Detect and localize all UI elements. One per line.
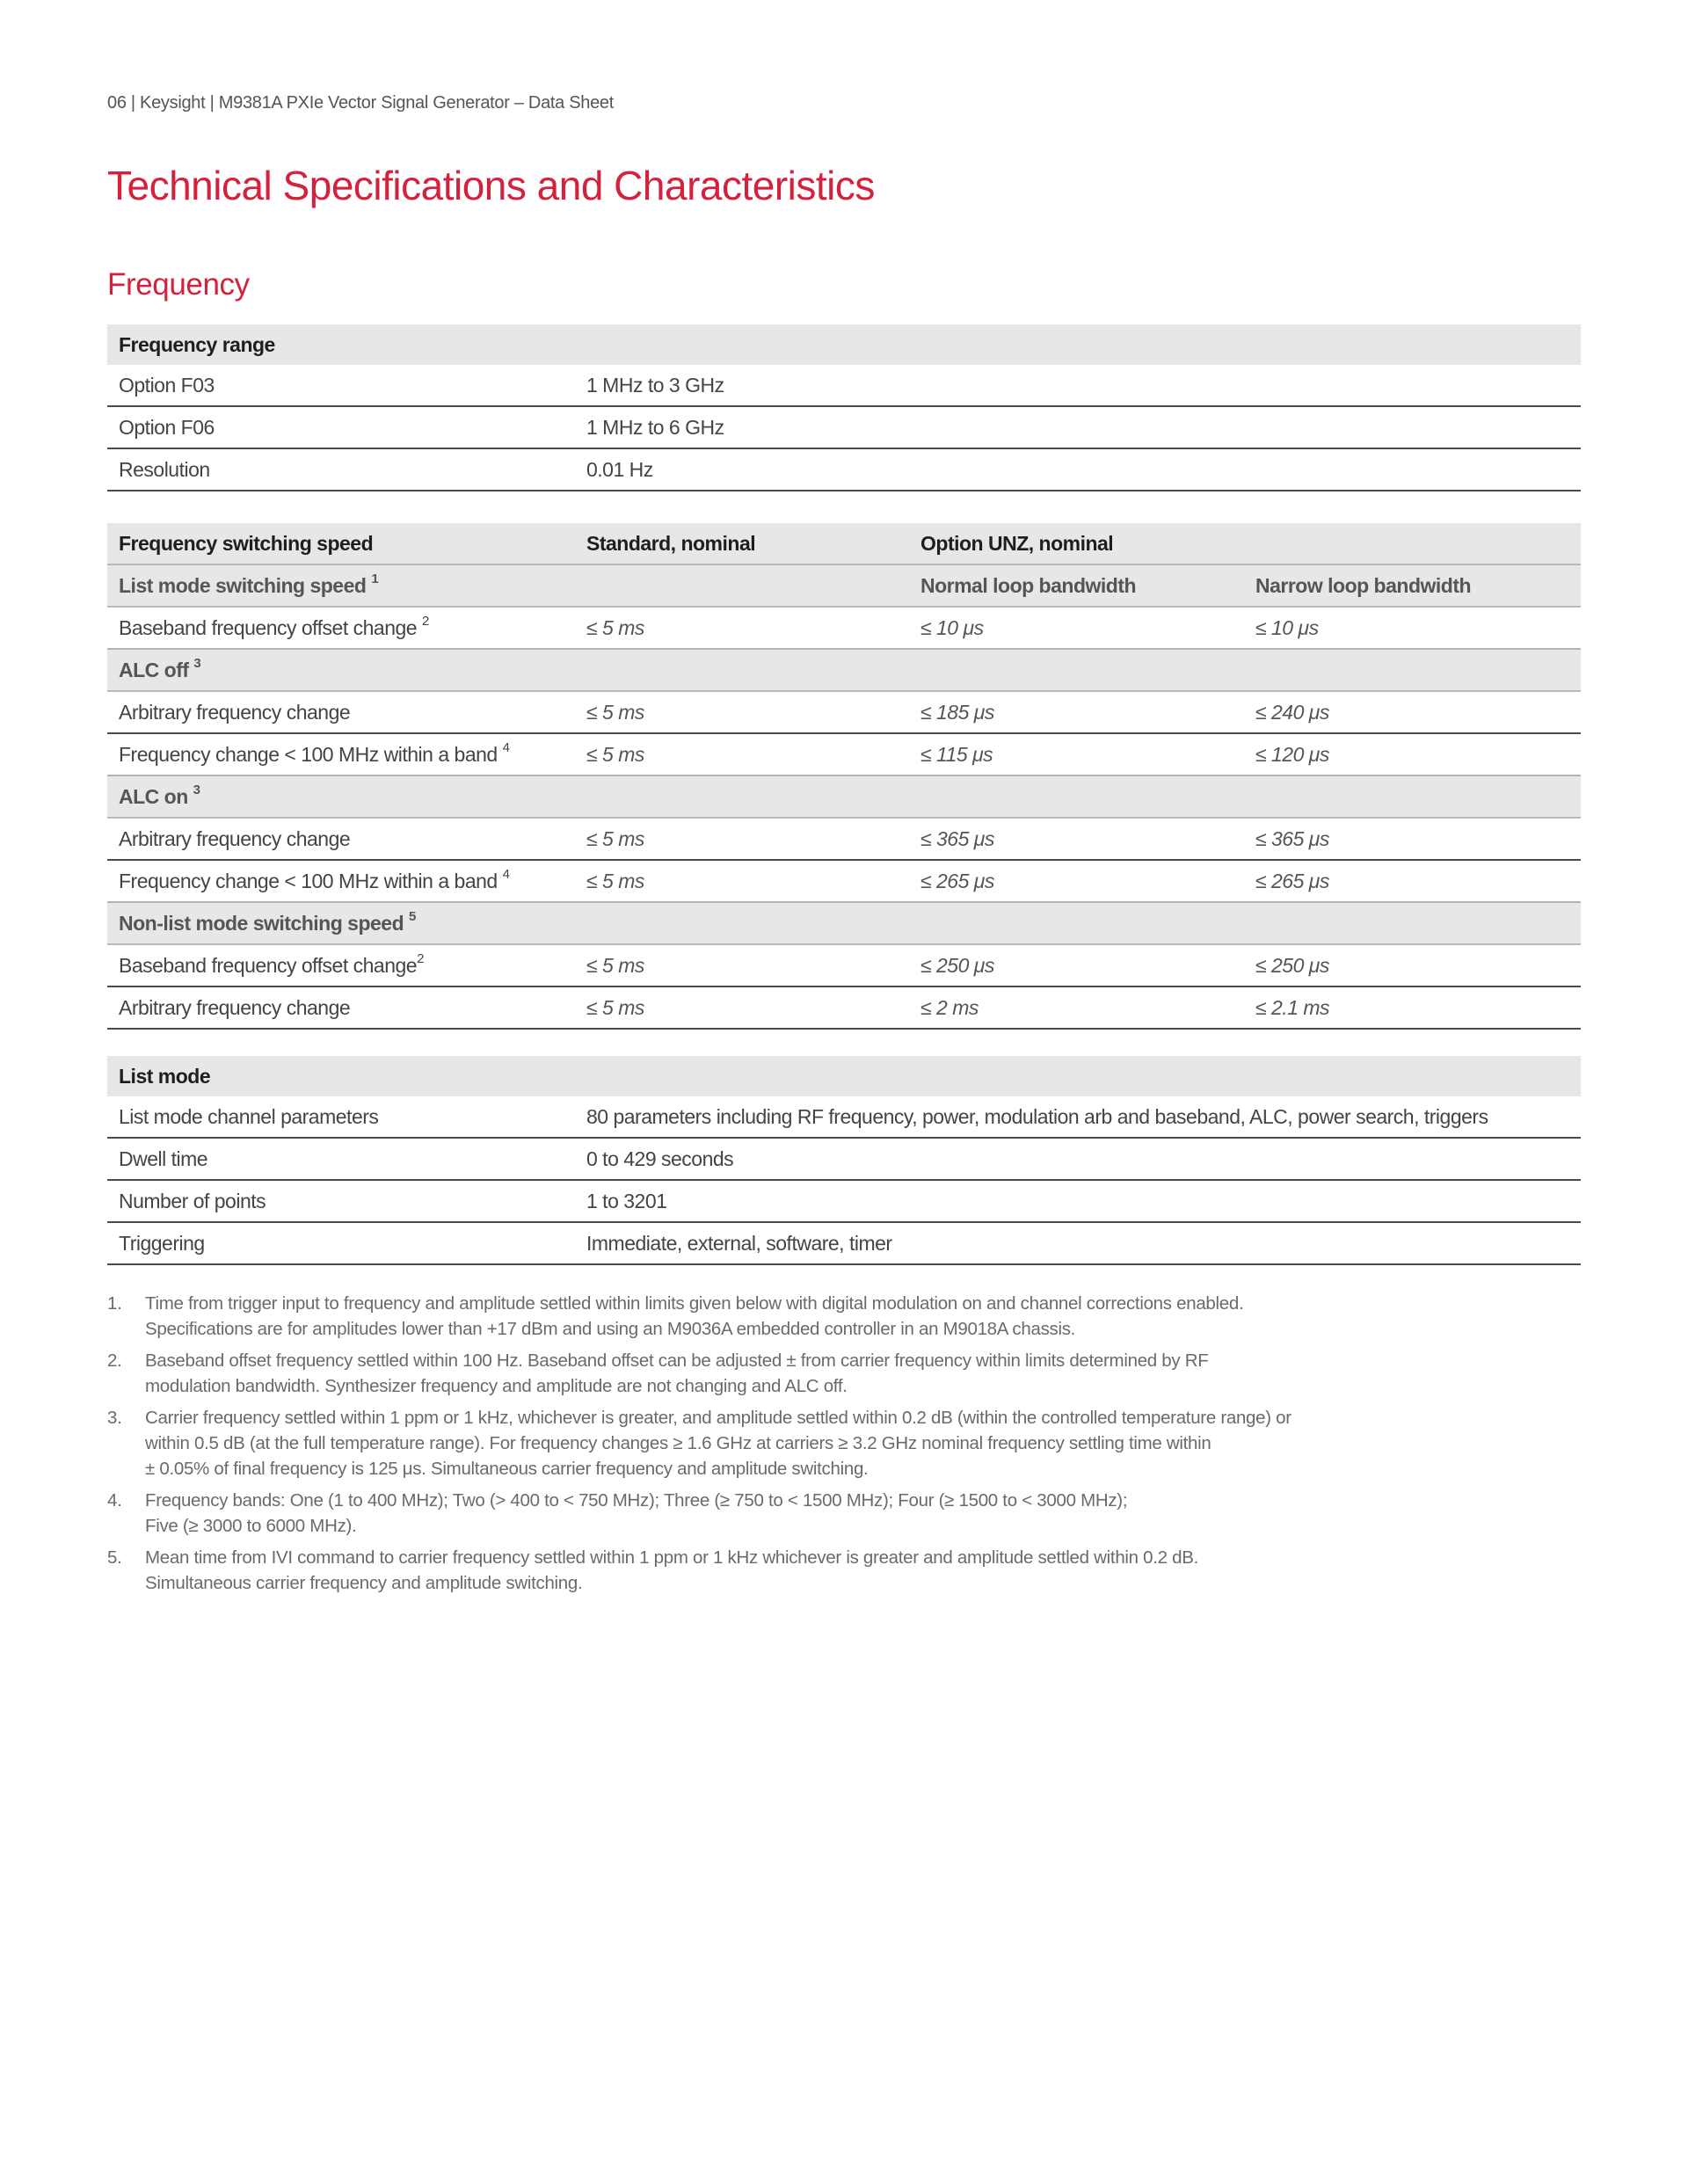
row-label: Number of points [107,1180,575,1222]
row-value: Immediate, external, software, timer [575,1222,1581,1264]
section-title-frequency: Frequency [107,267,250,302]
table-row [107,860,1581,902]
row-value: 0.01 Hz [575,448,1581,491]
footnote-item [107,1405,1581,1481]
table-row [107,1222,1581,1264]
table-row [107,691,1581,733]
normal-loop-value: ≤ 250 μs [909,944,1244,986]
table-row [107,986,1581,1029]
narrow-loop-value: ≤ 120 μs [1244,733,1581,775]
footnote-ref: 4 [502,739,510,755]
footnote-number: 1. [107,1293,122,1314]
footnote-text: Time from trigger input to frequency and amplitude settled within limits given below with digital modulation on and channel corrections enabled. [145,1293,1244,1314]
subheader-row [107,775,1581,818]
subheader-label: Non-list mode switching speed $^5$ [107,902,1581,944]
column-header: Option UNZ, nominal [909,523,1244,564]
column-header: Frequency switching speed [107,523,575,564]
frequency-range-table [107,324,1581,491]
footnote-number: 2. [107,1350,122,1371]
narrow-loop-value: ≤ 2.1 ms [1244,986,1581,1029]
footnote-ref: 3 [193,655,201,671]
footnote-ref: 2 [417,950,424,966]
narrow-loop-value: ≤ 265 μs [1244,860,1581,902]
table-row [107,365,1581,406]
table-header-row [107,1056,1581,1096]
table-row [107,1096,1581,1138]
footnote-text: ± 0.05% of final frequency is 125 μs. Simultaneous carrier frequency and amplitude switching. [145,1459,869,1479]
row-label: List mode channel parameters [107,1096,575,1138]
normal-loop-value: ≤ 2 ms [909,986,1244,1029]
row-label: Arbitrary frequency change [107,691,575,733]
row-label: Baseband frequency offset change $^2$ [107,607,575,649]
row-label: Frequency change < 100 MHz within a band $^4$ [107,733,575,775]
footnote-item [107,1348,1581,1399]
column-subheader: Normal loop bandwidth [909,564,1244,607]
standard-value: ≤ 5 ms [575,944,909,986]
row-label: Option F03 [107,365,575,406]
row-value: 1 MHz to 3 GHz [575,365,1581,406]
footnote-ref: 2 [421,613,429,629]
footnotes [107,1291,1581,1602]
subheader-row [107,649,1581,691]
footnote-text: modulation bandwidth. Synthesizer frequency and amplitude are not changing and ALC off. [145,1376,848,1396]
row-label: Arbitrary frequency change [107,818,575,860]
row-value: 80 parameters including RF frequency, power, modulation arb and baseband, ALC, power search, triggers [575,1096,1581,1138]
normal-loop-value: ≤ 265 μs [909,860,1244,902]
table-header-cell: Frequency range [107,324,1581,365]
footnote-number: 4. [107,1490,122,1511]
subheader-label: List mode switching speed $^1$ [107,564,575,607]
narrow-loop-value: ≤ 240 μs [1244,691,1581,733]
normal-loop-value: ≤ 115 μs [909,733,1244,775]
table-row [107,1138,1581,1180]
footnote-text: Specifications are for amplitudes lower than +17 dBm and using an M9036A embedded controller in an M9018A chassis. [145,1319,1076,1339]
table-row [107,406,1581,448]
column-subheader: Narrow loop bandwidth [1244,564,1581,607]
subheader-label: ALC on $^3$ [107,775,1581,818]
normal-loop-value: ≤ 10 μs [909,607,1244,649]
row-value: 0 to 429 seconds [575,1138,1581,1180]
standard-value: ≤ 5 ms [575,607,909,649]
table-header-row [107,523,1581,564]
table-row [107,818,1581,860]
footnote-item [107,1545,1581,1596]
standard-value: ≤ 5 ms [575,691,909,733]
footnote-text: Baseband offset frequency settled within 100 Hz. Baseband offset can be adjusted ± from carrier frequency within limits determined by RF [145,1350,1209,1371]
row-label: Arbitrary frequency change [107,986,575,1029]
narrow-loop-value: ≤ 10 μs [1244,607,1581,649]
footnote-ref: 1 [371,571,379,586]
footnote-text: Five (≥ 3000 to 6000 MHz). [145,1516,357,1536]
column-header [1244,523,1581,564]
standard-value: ≤ 5 ms [575,818,909,860]
standard-value: ≤ 5 ms [575,733,909,775]
footnote-ref: 4 [502,866,510,882]
footnote-text: within 0.5 dB (at the full temperature range). For frequency changes ≥ 1.6 GHz at carriers ≥ 3.2 GHz nominal frequency settling time within [145,1433,1211,1453]
footnote-item [107,1488,1581,1539]
subheader-row [107,902,1581,944]
row-label: Resolution [107,448,575,491]
table-row [107,944,1581,986]
subheader-row [107,564,1581,607]
normal-loop-value: ≤ 185 μs [909,691,1244,733]
list-mode-table [107,1056,1581,1265]
table-row [107,607,1581,649]
switching-speed-table [107,523,1581,1030]
row-label: Baseband frequency offset change$^2$ [107,944,575,986]
narrow-loop-value: ≤ 250 μs [1244,944,1581,986]
footnote-number: 5. [107,1547,122,1568]
table-header-row [107,324,1581,365]
row-label: Frequency change < 100 MHz within a band $^4$ [107,860,575,902]
footnote-text: Frequency bands: One (1 to 400 MHz); Two (> 400 to < 750 MHz); Three (≥ 750 to < 1500 MHz); Four (≥ 1500 to < 3000 MHz); [145,1490,1128,1511]
running-header: 06 | Keysight | M9381A PXIe Vector Signal Generator – Data Sheet [107,93,614,113]
row-label: Triggering [107,1222,575,1264]
standard-value: ≤ 5 ms [575,860,909,902]
table-row [107,733,1581,775]
normal-loop-value: ≤ 365 μs [909,818,1244,860]
footnote-ref: 3 [193,782,200,797]
column-header: Standard, nominal [575,523,909,564]
table-row [107,448,1581,491]
footnote-text: Carrier frequency settled within 1 ppm or 1 kHz, whichever is greater, and amplitude settled within 0.2 dB (within the controlled temperature range) or [145,1408,1291,1428]
footnote-ref: 5 [409,908,416,924]
footnote-number: 3. [107,1408,122,1428]
footnote-item [107,1291,1581,1342]
narrow-loop-value: ≤ 365 μs [1244,818,1581,860]
footnote-text: Mean time from IVI command to carrier frequency settled within 1 ppm or 1 kHz whichever is greater and amplitude settled within 0.2 dB. [145,1547,1199,1568]
standard-value: ≤ 5 ms [575,986,909,1029]
row-label: Option F06 [107,406,575,448]
subheader-label: ALC off $^3$ [107,649,1581,691]
table-header-cell: List mode [107,1056,1581,1096]
page-title: Technical Specifications and Characteristics [107,163,875,208]
row-value: 1 to 3201 [575,1180,1581,1222]
row-label: Dwell time [107,1138,575,1180]
table-row [107,1180,1581,1222]
footnote-text: Simultaneous carrier frequency and amplitude switching. [145,1573,583,1593]
row-value: 1 MHz to 6 GHz [575,406,1581,448]
